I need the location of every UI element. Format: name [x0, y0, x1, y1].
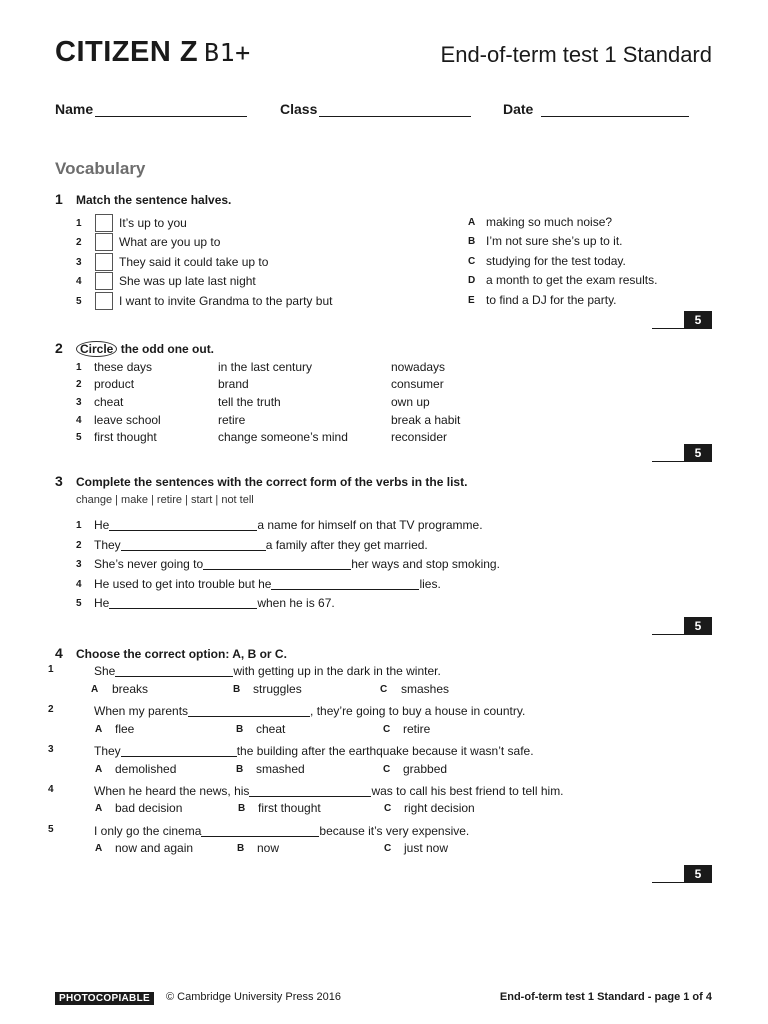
q2-number: 2 — [55, 340, 63, 356]
item-number: 2 — [48, 704, 54, 715]
q2-item — [76, 377, 134, 391]
q4-option-c[interactable] — [384, 841, 448, 855]
item-text: It’s up to you — [119, 216, 187, 230]
option-text: to find a DJ for the party. — [486, 293, 617, 307]
q4-item-number — [48, 824, 54, 835]
item-number: 3 — [76, 396, 82, 408]
word-option[interactable]: brand — [218, 377, 249, 391]
q1-item — [76, 292, 332, 310]
sentence-start: I only go the cinema — [94, 824, 202, 838]
item-number: 4 — [48, 784, 54, 795]
option-text: making so much noise? — [486, 215, 613, 229]
sentence-start: He — [94, 596, 110, 610]
q4-item-number — [48, 784, 54, 795]
option-letter: C — [384, 802, 392, 814]
q2-item — [218, 395, 281, 409]
q2-item — [76, 413, 161, 427]
option-letter: B — [236, 723, 244, 735]
word-option[interactable]: reconsider — [391, 430, 448, 444]
option-text: right decision — [404, 801, 475, 815]
q4-option-a[interactable] — [95, 841, 193, 855]
photocopiable-badge: PHOTOCOPIABLE — [55, 992, 154, 1005]
option-text: smashed — [256, 762, 305, 776]
word-option[interactable]: tell the truth — [218, 395, 281, 409]
q4-option-c[interactable] — [384, 801, 475, 815]
q4-option-a[interactable] — [91, 682, 148, 696]
item-text: They said it could take up to — [119, 255, 269, 269]
item-number: 2 — [76, 236, 82, 248]
sentence-end: , they’re going to buy a house in country. — [310, 704, 526, 718]
q4-option-b[interactable] — [236, 722, 285, 736]
answer-blank[interactable] — [188, 705, 310, 717]
q1-option — [468, 293, 617, 307]
q4-number: 4 — [55, 645, 63, 661]
q3-score — [652, 617, 712, 635]
option-letter: C — [384, 842, 392, 854]
score-line[interactable] — [652, 461, 684, 462]
q4-option-b[interactable] — [236, 762, 305, 776]
sentence-start: They — [94, 744, 121, 758]
word-option[interactable]: nowadays — [391, 360, 446, 374]
q1-item — [76, 272, 256, 290]
item-text: I want to invite Grandma to the party but — [119, 294, 333, 308]
item-text: She was up late last night — [119, 274, 256, 288]
option-text: now and again — [115, 841, 194, 855]
option-letter: A — [95, 802, 103, 814]
item-number: 1 — [76, 217, 82, 229]
answer-blank[interactable] — [115, 665, 233, 677]
date-field — [503, 101, 689, 117]
q3-item — [76, 596, 335, 610]
answer-box[interactable] — [95, 253, 113, 271]
q2-item — [218, 430, 348, 444]
brand-title — [55, 36, 251, 69]
q4-item-number — [48, 704, 54, 715]
q3-number: 3 — [55, 473, 63, 489]
q3-heading — [55, 473, 467, 489]
q4-item-number — [48, 664, 54, 675]
word-option[interactable]: first thought — [94, 430, 157, 444]
option-letter: B — [237, 842, 245, 854]
score-total: 5 — [684, 865, 712, 883]
brand-level: B1+ — [204, 38, 251, 67]
answer-box[interactable] — [95, 292, 113, 310]
q2-item — [218, 377, 249, 391]
q4-option-c[interactable] — [380, 682, 449, 696]
q4-option-c[interactable] — [383, 722, 430, 736]
answer-blank[interactable] — [109, 519, 257, 531]
option-text: studying for the test today. — [486, 254, 626, 268]
q4-item-sentence — [94, 744, 534, 758]
sentence-start: When he heard the news, his — [94, 784, 250, 798]
q1-item — [76, 214, 187, 232]
item-number: 4 — [76, 414, 82, 426]
option-letter: C — [383, 763, 391, 775]
q2-instruction: the odd one out. — [120, 342, 215, 356]
q3-item — [76, 577, 441, 591]
sentence-start: She’s never going to — [94, 557, 204, 571]
item-number: 3 — [76, 256, 82, 268]
date-line[interactable] — [541, 101, 689, 117]
option-letter: A — [95, 723, 103, 735]
q3-item — [76, 538, 428, 552]
word-option[interactable]: consumer — [391, 377, 444, 391]
q2-item — [391, 360, 445, 374]
q3-item — [76, 557, 500, 571]
q4-item-sentence — [94, 704, 525, 718]
q1-number: 1 — [55, 191, 63, 207]
item-number: 5 — [48, 824, 54, 835]
option-letter: B — [236, 763, 244, 775]
option-letter: C — [468, 255, 476, 267]
item-number: 1 — [76, 361, 82, 373]
q1-item — [76, 233, 220, 251]
item-number: 5 — [76, 597, 82, 609]
q2-item — [218, 360, 312, 374]
option-text: grabbed — [403, 762, 448, 776]
word-option[interactable]: cheat — [94, 395, 124, 409]
score-total: 5 — [684, 617, 712, 635]
q2-item — [391, 377, 444, 391]
q1-score — [652, 311, 712, 329]
q1-option — [468, 273, 657, 287]
word-option[interactable]: these days — [94, 360, 153, 374]
q2-score — [652, 444, 712, 462]
item-number: 4 — [76, 275, 82, 287]
option-letter: A — [95, 842, 103, 854]
option-text: I’m not sure she’s up to it. — [486, 234, 623, 248]
q2-heading — [55, 340, 214, 357]
q4-option-b[interactable] — [238, 801, 321, 815]
q4-heading — [55, 645, 287, 661]
sentence-start: When my parents — [94, 704, 189, 718]
q4-instruction: Choose the correct option: A, B or C. — [76, 647, 287, 661]
answer-blank[interactable] — [121, 539, 266, 551]
option-text: cheat — [256, 722, 286, 736]
option-text: just now — [404, 841, 449, 855]
sentence-end: with getting up in the dark in the winter. — [233, 664, 441, 678]
q2-item — [76, 430, 157, 444]
option-text: first thought — [258, 801, 321, 815]
item-number: 4 — [76, 578, 82, 590]
option-letter: B — [468, 235, 476, 247]
answer-box[interactable] — [95, 214, 113, 232]
date-label: Date — [503, 101, 534, 117]
item-number: 3 — [48, 744, 54, 755]
answer-blank[interactable] — [109, 597, 257, 609]
q4-option-c[interactable] — [383, 762, 447, 776]
q2-item — [391, 413, 460, 427]
option-letter: E — [468, 294, 475, 306]
q4-option-b[interactable] — [237, 841, 279, 855]
option-letter: A — [91, 683, 99, 695]
item-number: 1 — [48, 664, 54, 675]
q4-score — [652, 865, 712, 883]
q2-item — [391, 430, 447, 444]
class-line[interactable] — [319, 101, 471, 117]
q4-item-sentence — [94, 664, 441, 678]
sentence-end: her ways and stop smoking. — [351, 557, 500, 571]
section-title: Vocabulary — [55, 159, 146, 178]
answer-blank[interactable] — [201, 825, 319, 837]
answer-blank[interactable] — [271, 578, 419, 590]
sentence-start: She — [94, 664, 116, 678]
option-letter: C — [383, 723, 391, 735]
circle-word: Circle — [76, 341, 117, 357]
option-letter: D — [468, 274, 476, 286]
q1-option — [468, 234, 623, 248]
score-total: 5 — [684, 444, 712, 462]
score-line[interactable] — [652, 634, 684, 635]
sentence-end: when he is 67. — [257, 596, 335, 610]
option-text: retire — [403, 722, 431, 736]
sentence-end: a family after they get married. — [265, 538, 428, 552]
q4-option-a[interactable] — [95, 762, 176, 776]
option-letter: C — [380, 683, 388, 695]
option-text: smashes — [401, 682, 450, 696]
option-text: flee — [115, 722, 135, 736]
option-text: demolished — [115, 762, 177, 776]
q4-option-a[interactable] — [95, 801, 182, 815]
sentence-end: lies. — [419, 577, 441, 591]
item-text: What are you up to — [119, 235, 221, 249]
item-number: 2 — [76, 539, 82, 551]
q1-option — [468, 254, 626, 268]
class-label: Class — [280, 101, 318, 117]
word-option[interactable]: break a habit — [391, 413, 461, 427]
q2-item — [76, 395, 123, 409]
test-title: End-of-term test 1 Standard — [440, 42, 712, 67]
word-option[interactable]: product — [94, 377, 135, 391]
score-line[interactable] — [652, 328, 684, 329]
answer-blank[interactable] — [249, 785, 371, 797]
q2-item — [218, 413, 245, 427]
item-number: 3 — [76, 558, 82, 570]
name-field — [55, 101, 247, 117]
page-indicator: End-of-term test 1 Standard - page 1 of 4 — [499, 991, 712, 1003]
word-option[interactable]: leave school — [94, 413, 161, 427]
q2-item — [76, 360, 152, 374]
answer-blank[interactable] — [203, 558, 351, 570]
sentence-end: was to call his best friend to tell him. — [371, 784, 564, 798]
brand-name: CITIZEN Z — [55, 36, 199, 68]
name-label: Name — [55, 101, 94, 117]
option-text: breaks — [112, 682, 149, 696]
sentence-start: He used to get into trouble but he — [94, 577, 272, 591]
answer-blank[interactable] — [121, 745, 237, 757]
score-line[interactable] — [652, 882, 684, 883]
option-letter: A — [95, 763, 103, 775]
option-text: bad decision — [115, 801, 183, 815]
option-letter: A — [468, 216, 476, 228]
sentence-start: They — [94, 538, 121, 552]
q3-item — [76, 518, 483, 532]
q3-instruction: Complete the sentences with the correct form of the verbs in the list. — [76, 475, 468, 489]
q1-instruction: Match the sentence halves. — [76, 193, 232, 207]
option-letter: B — [233, 683, 241, 695]
option-letter: B — [238, 802, 246, 814]
word-option[interactable]: in the last century — [218, 360, 313, 374]
option-text: a month to get the exam results. — [486, 273, 658, 287]
copyright: © Cambridge University Press 2016 — [166, 991, 342, 1003]
q4-option-b[interactable] — [233, 682, 302, 696]
sentence-start: He — [94, 518, 110, 532]
item-number: 1 — [76, 519, 82, 531]
sentence-end: the building after the earthquake because it wasn’t safe. — [236, 744, 534, 758]
class-field — [280, 101, 471, 117]
answer-box[interactable] — [95, 233, 113, 251]
word-option[interactable]: change someone’s mind — [218, 430, 348, 444]
option-text: struggles — [253, 682, 302, 696]
q4-item-number — [48, 744, 54, 755]
verb-list: change | make | retire | start | not tell — [76, 494, 254, 506]
word-option[interactable]: retire — [218, 413, 246, 427]
q1-item — [76, 253, 268, 271]
q4-item-sentence — [94, 784, 564, 798]
option-text: now — [257, 841, 280, 855]
answer-box[interactable] — [95, 272, 113, 290]
item-number: 5 — [76, 295, 82, 307]
q4-item-sentence — [94, 824, 469, 838]
item-number: 5 — [76, 431, 82, 443]
sentence-end: because it’s very expensive. — [319, 824, 470, 838]
item-number: 2 — [76, 378, 82, 390]
q4-option-a[interactable] — [95, 722, 134, 736]
q1-heading — [55, 191, 231, 207]
score-total: 5 — [684, 311, 712, 329]
sentence-end: a name for himself on that TV programme. — [257, 518, 483, 532]
q1-option — [468, 215, 612, 229]
q2-item — [391, 395, 430, 409]
name-line[interactable] — [95, 101, 247, 117]
word-option[interactable]: own up — [391, 395, 430, 409]
